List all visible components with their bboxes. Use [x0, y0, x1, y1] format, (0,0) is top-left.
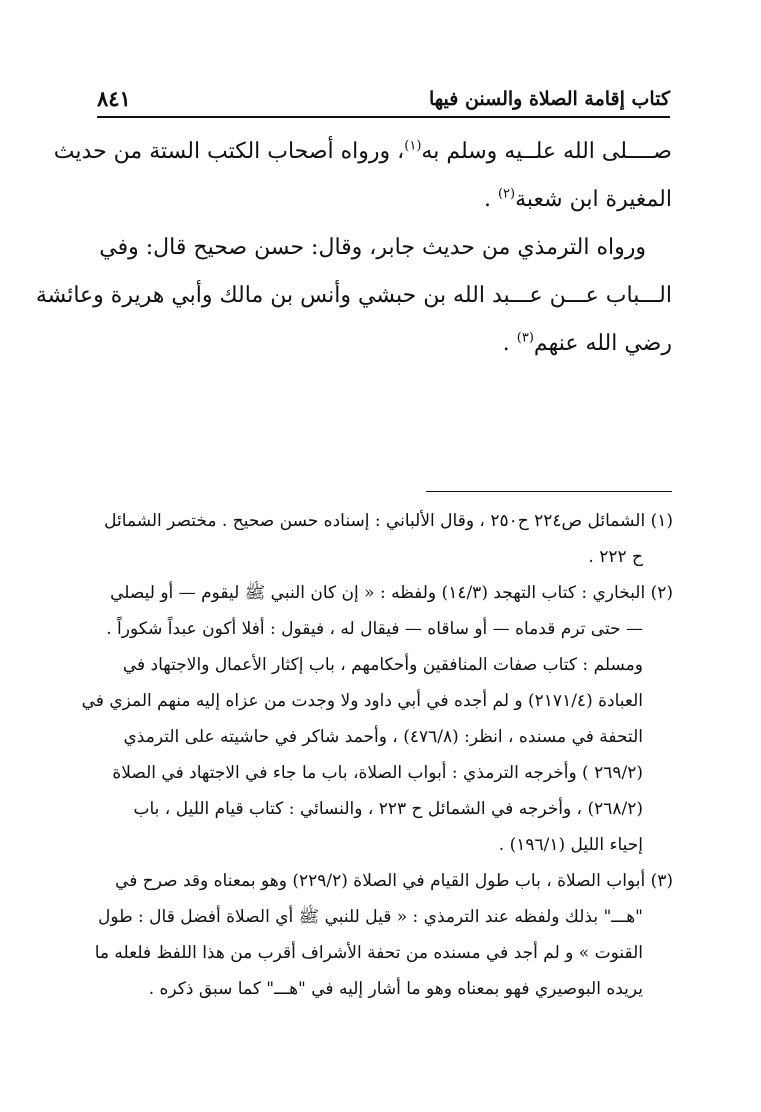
- footnotes: [81, 503, 673, 1007]
- footnote-line: "هـــ" بذلك ولفظه عند الترمذي : « قيل للنبي ﷺ أي الصلاة أفضل قال : طول: [97, 907, 643, 927]
- text-segment: أبواب الصلاة ، باب طول القيام في الصلاة (٢٢٩/٢) وهو بمعناه وقد صرح في: [115, 871, 646, 891]
- footnote-line: إحياء الليل (١٩٦/١) .: [498, 835, 643, 855]
- footnote-line: [100, 863, 673, 899]
- text-segment: رضي الله عنهم: [533, 331, 672, 356]
- text-segment: صــــلى الله علــيه وسلم به: [421, 139, 672, 164]
- footnote-line: العبادة (٢١٧١/٤) و لم أجده في أبي داود ولا وجدت من عزاه إليه منهم المزي في: [81, 691, 643, 711]
- main-text: [35, 128, 672, 368]
- footnote-number: (٣): [650, 871, 673, 891]
- footnote-line: — حتى ترم قدماه — أو ساقاه — فيقال له ، فيقول : أفلا أكون عبداً شكوراً .: [106, 619, 643, 639]
- footnote-line: (٢٦٨/٢) ، وأخرجه في الشمائل ح ٢٢٣ ، والنسائي : كتاب قيام الليل ، باب: [133, 799, 643, 819]
- footnote-number: (٢): [650, 583, 673, 603]
- footnote-mark: (٣): [516, 330, 534, 346]
- text-line: الـــباب عـــن عـــبد الله بن حبشي وأنس بن مالك وأبي هريرة وعائشة: [35, 283, 672, 308]
- running-header: [97, 86, 670, 118]
- footnote-number: (١): [650, 511, 673, 531]
- footnote-line: [100, 503, 673, 539]
- chapter-title: كتاب إقامة الصلاة والسنن فيها: [428, 88, 670, 110]
- text-segment: ، ورواه أصحاب الكتب الستة من حديث: [53, 139, 405, 164]
- text-line: [100, 320, 672, 368]
- text-segment: .: [483, 187, 498, 212]
- footnote-line: القنوت » و لم أجد في مسنده من تحفة الأشراف أقرب من هذا اللفظ فلعله ما: [94, 943, 643, 963]
- text-segment: الشمائل ص٢٢٤ ح٢٥٠ ، وقال الألباني : إسناده حسن صحيح . مختصر الشمائل: [104, 511, 646, 531]
- text-line: [100, 176, 672, 224]
- text-line: [53, 128, 672, 176]
- footnote-mark: (٢): [497, 186, 516, 202]
- text-line: ورواه الترمذي من حديث جابر، وقال: حسن صحيح قال: وفي: [99, 235, 646, 260]
- text-segment: البخاري : كتاب التهجد (١٤/٣) ولفظه : « إن كان النبي ﷺ ليقوم — أو ليصلي: [110, 583, 646, 603]
- footnote-line: (٢٦٩/٢ ) وأخرجه الترمذي : أبواب الصلاة، باب ما جاء في الاجتهاد في الصلاة: [112, 763, 643, 783]
- footnote-line: [100, 575, 673, 611]
- footnote-line: ومسلم : كتاب صفات المنافقين وأحكامهم ، باب إكثار الأعمال والاجتهاد في: [122, 655, 643, 675]
- text-segment: المغيرة ابن شعبة: [515, 187, 672, 212]
- footnote-mark: (١): [404, 138, 422, 154]
- footnote-line: التحفة في مسنده ، انظر: (٤٧٦/٨) ، وأحمد شاكر في حاشيته على الترمذي: [123, 727, 643, 747]
- footnote-line: ح ٢٢٢ .: [588, 547, 643, 567]
- footnote-line: يريده البوصيري فهو بمعناه وهو ما أشار إليه في "هـــ" كما سبق ذكره .: [148, 979, 643, 999]
- page-number: ٨٤١: [97, 86, 131, 111]
- text-segment: .: [502, 331, 517, 356]
- footnote-separator: [426, 491, 672, 492]
